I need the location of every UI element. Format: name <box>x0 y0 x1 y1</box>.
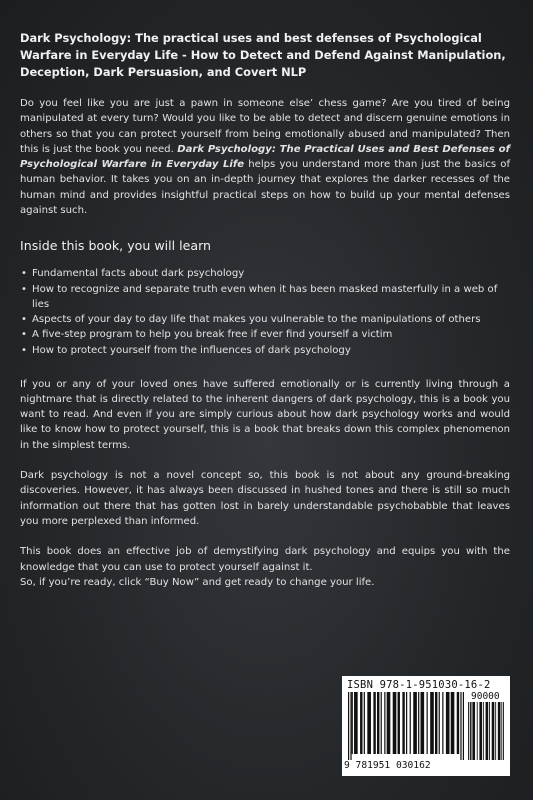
bullet-icon: • <box>21 313 27 325</box>
intro-text-2: helps you understand more than just the basics of human behavior. It takes you on an in-depth journey that explores the darker recesses of the human mind and provides insightful practical steps on how to build up your mental defenses against such. <box>20 159 511 217</box>
bullet-icon: • <box>21 283 27 295</box>
intro-book-title: Dark Psychology: The Practical Uses and Best Defenses of Psychological Warfare in Everyday Life <box>20 143 510 171</box>
barcode-bar <box>367 692 371 754</box>
barcode-bar <box>418 692 419 754</box>
barcode-bar <box>463 692 464 760</box>
bullet-icon: • <box>21 268 27 280</box>
ean-number: 9 781951 030162 <box>344 760 431 771</box>
list-item <box>20 313 510 328</box>
barcode-bar <box>354 692 358 754</box>
intro-paragraph <box>20 96 510 218</box>
barcode-bar <box>393 692 397 754</box>
learn-list <box>20 267 510 358</box>
isbn-barcode <box>342 676 510 776</box>
list-item-text: Aspects of your day to day life that makes you vulnerable to the manipulations of others <box>32 313 481 325</box>
barcode-bar <box>457 692 459 754</box>
barcode-bar <box>364 692 365 754</box>
book-title-heading: Dark Psychology: The practical uses and best defenses of Psychological Warfare in Everyday Life - How to Detect and Defend Against Manipulation, Deception, Dark Persuasion, and Covert NLP <box>20 31 506 79</box>
isbn-number: ISBN 978-1-951030-16-2 <box>347 679 491 691</box>
barcode-bar <box>406 692 407 754</box>
barcode-bar <box>435 692 437 754</box>
barcode-bar <box>410 692 411 754</box>
barcode-bar <box>439 692 440 754</box>
barcode-bar <box>486 702 489 760</box>
body-paragraph: If you or any of your loved ones have suffered emotionally or is currently living through a nightmare that is directly related to the inherent dangers of dark psychology, this is a book you want to read. And even if you are simply curious about how dark psychology works and would like to know how to protect yourself, this is a book that breaks down this complex phenomenon in the simplest terms. <box>20 378 510 451</box>
barcode-bar <box>501 702 502 760</box>
barcode-bar <box>492 702 495 760</box>
barcode-bar <box>348 692 349 760</box>
barcode-bar <box>402 692 404 754</box>
bullet-icon: • <box>21 329 27 341</box>
barcode-bar <box>373 692 375 754</box>
list-item-text: Fundamental facts about dark psychology <box>32 268 245 280</box>
barcode-bar <box>352 692 353 754</box>
barcode-bar <box>384 692 385 754</box>
barcode-bar <box>479 702 482 760</box>
barcode-bar <box>446 692 450 754</box>
list-item <box>20 328 510 343</box>
intro-text-1: Do you feel like you are just a pawn in someone else’ chess game? Are you tired of being manipulated at every turn? Would you like to be able to detect and discern genuine emotions in others so that you can protect yourself from being emotionally abused and manipulated? Then this is just the book you need. <box>20 98 510 155</box>
barcode-bar <box>377 692 379 754</box>
list-item <box>20 283 510 313</box>
barcode-bar <box>495 702 496 760</box>
barcode-bar <box>472 702 475 760</box>
barcode-bar <box>413 692 417 754</box>
body-paragraph: This book does an effective job of demystifying dark psychology and equips you with the knowledge that you can use to protect yourself against it. <box>20 546 510 573</box>
list-item-text: A five-step program to help you break free if ever find yourself a victim <box>32 329 393 341</box>
barcode-bar <box>350 692 351 760</box>
barcode-bar <box>387 692 391 754</box>
bullet-icon: • <box>21 344 27 356</box>
barcode-bar <box>471 702 472 760</box>
barcode-bar <box>483 702 484 760</box>
barcode-bar <box>477 702 478 760</box>
barcode-bar <box>430 692 434 754</box>
barcode-bar <box>468 702 469 760</box>
barcode-bar <box>381 692 382 754</box>
barcode-bar <box>421 692 425 754</box>
body-paragraph: Dark psychology is not a novel concept so, this book is not about any ground-breaking discoveries. However, it has always been discussed in hushed tones and there is still so much information out there that has gotten lost in barely understandable psychobabble that leaves you more perplexed than informed. <box>20 470 510 527</box>
barcode-bar <box>470 702 471 760</box>
learn-heading: Inside this book, you will learn <box>20 238 212 254</box>
addon-number: 90000 <box>471 691 500 702</box>
list-item-text: How to protect yourself from the influences of dark psychology <box>32 344 351 356</box>
ean-barcode-icon <box>348 692 464 760</box>
barcode-bar <box>360 692 362 754</box>
barcode-bar <box>427 692 428 754</box>
back-cover <box>20 30 510 590</box>
barcode-bar <box>398 692 400 754</box>
barcode-bar <box>498 702 501 760</box>
barcode-bar <box>503 702 504 760</box>
barcode-bar <box>489 702 490 760</box>
barcode-bar <box>442 692 443 754</box>
addon-barcode-icon <box>468 702 504 760</box>
closing-line: So, if you’re ready, click “Buy Now” and get ready to change your life. <box>20 576 375 588</box>
barcode-bar <box>460 692 461 760</box>
list-item <box>20 267 510 282</box>
list-item <box>20 344 510 359</box>
list-item-text: How to recognize and separate truth even when it has been masked masterfully in a web of lies <box>32 283 498 310</box>
barcode-bar <box>451 692 455 754</box>
